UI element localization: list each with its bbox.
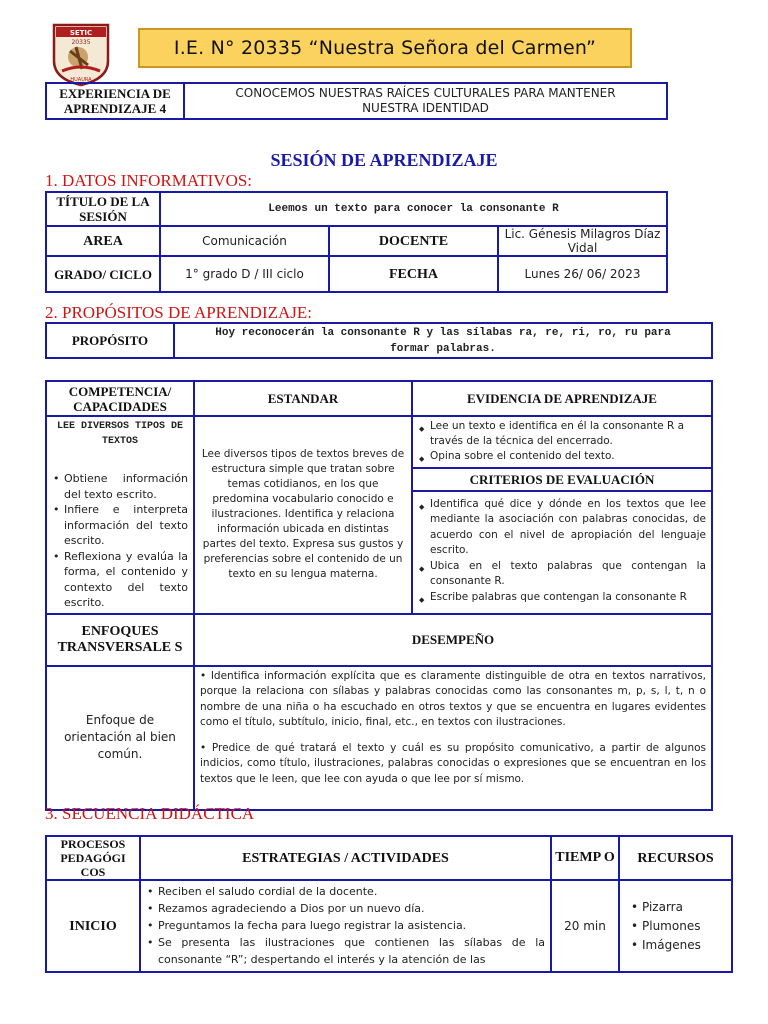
school-title: I.E. N° 20335 “Nuestra Señora del Carmen” [173,37,597,59]
datos-table [45,191,668,293]
criterios-cell [412,491,712,614]
docente-label: DOCENTE [329,226,498,256]
desempeno-header: DESEMPEÑO [194,614,712,666]
experience-table [45,82,668,120]
criterios-header: CRITERIOS DE EVALUACIÓN [412,468,712,490]
logo-mid-text: 20335 [71,39,91,46]
fecha-value: Lunes 26/ 06/ 2023 [498,256,667,292]
inicio-recursos-cell [619,880,732,972]
grado-label: GRADO/ CICLO [46,256,160,292]
experience-title: CONOCEMOS NUESTRAS RAÍCES CULTURALES PARA MANTENER NUESTRA IDENTIDAD [184,83,667,119]
competencias-table [45,380,713,811]
propositos-heading: 2. PROPÓSITOS DE APRENDIZAJE: [45,303,313,322]
session-title: SESIÓN DE APRENDIZAJE [270,150,498,170]
secuencia-heading: 3. SECUENCIA DIDÁCTICA [45,804,255,823]
inicio-actividades-list [146,883,545,968]
inicio-recursos-list [630,898,721,955]
list-item: • Plumones [630,917,721,936]
proposito-label: PROPÓSITO [46,323,174,358]
desempeno-item: • Predice de qué tratará el texto y cuál es su propósito comunicativo, a partir de algunos indicios, como título, ilustraciones, palabras conocidas o expresiones que se encuentran en los textos que le leen, que lee con ayuda o que lee por sí mismo. [200,741,706,785]
competencia-title: LEE DIVERSOS TIPOS DE TEXTOS [56,421,184,447]
proposito-value: Hoy reconocerán la consonante R y las sílabas ra, re, ri, ro, ru para formar palabras. [174,323,712,358]
titulo-label: TÍTULO DE LA SESIÓN [46,192,160,226]
logo-top-text: SETIC [69,29,93,37]
logo-bottom-text: HUAURA [70,77,92,83]
enfoques-header: ENFOQUES TRANSVERSALE S [46,614,194,666]
estrategias-header: ESTRATEGIAS / ACTIVIDADES [140,836,551,880]
procesos-header: PROCESOS PEDAGÓGI COS [46,836,140,880]
school-crest-icon [48,21,114,87]
desempeno-item: • Identifica información explícita que es claramente distinguible de otra en textos narrativos, porque la relaciona con sílabas y palabras conocidas como las consonantes m, p, s, l, t, n o nombre de una niña o ha escuchado en otros textos y que se encuentra en lugares evidentes como el título, subtítulo, inicio, final, etc., en textos con ilustraciones. [200,669,706,728]
criterios-list [418,497,706,606]
list-item: ◆ Opina sobre el contenido del texto. [418,449,706,464]
list-item: • Se presenta las ilustraciones que contienen las sílabas de la consonante “R”; despertando el interés y la atención de las [146,934,545,968]
capacidades-list [52,471,188,611]
area-value: Comunicación [160,226,329,256]
capacidades-cell [46,416,194,614]
list-item: ◆ Lee un texto e identifica en él la consonante R a través de la técnica del encerrado. [418,419,706,449]
list-item: • Rezamos agradeciendo a Dios por un nuevo día. [146,900,545,917]
list-item: • Obtiene información del texto escrito. [52,471,188,502]
list-item: • Reflexiona y evalúa la forma, el contenido y contexto del texto escrito. [52,549,188,611]
proposito-table [45,322,713,359]
secuencia-table [45,835,733,973]
titulo-value: Leemos un texto para conocer la consonante R [160,192,667,226]
list-item: ◆ Ubica en el texto palabras que contengan la consonante R. [418,559,706,590]
inicio-tiempo: 20 min [551,880,619,972]
list-item: ◆ Identifica qué dice y dónde en los textos que lee mediante la asociación con palabras conocidas, de acuerdo con el nivel de apropiación del lenguaje escrito. [418,497,706,559]
estandar-header: ESTANDAR [194,381,412,416]
list-item: • Preguntamos la fecha para luego registrar la asistencia. [146,917,545,934]
list-item: • Imágenes [630,936,721,955]
grado-value: 1° grado D / III ciclo [160,256,329,292]
evidencias-list [418,419,706,464]
list-item: • Infiere e interpreta información del texto escrito. [52,502,188,549]
area-label: AREA [46,226,160,256]
enfoque-value: Enfoque de orientación al bien común. [46,666,194,810]
desempeno-cell [194,666,712,810]
fecha-label: FECHA [329,256,498,292]
experience-label: EXPERIENCIA DE APRENDIZAJE 4 [46,83,184,119]
inicio-actividades-cell [140,880,551,972]
school-logo [48,21,114,87]
school-title-banner [138,28,632,68]
estandar-value: Lee diversos tipos de textos breves de estructura simple que tratan sobre temas cotidianos, en los que predomina vocabulario conocido e ilustraciones. Identifica y relaciona información ubicada en distintas partes del texto. Expresa sus gustos y preferencias sobre el contenido de un texto en su lengua materna. [194,416,412,614]
list-item: ◆ Escribe palabras que contengan la consonante R [418,590,706,606]
tiempo-header: TIEMP O [551,836,619,880]
evidencia-header: EVIDENCIA DE APRENDIZAJE [412,381,712,416]
recursos-header: RECURSOS [619,836,732,880]
inicio-label: INICIO [46,880,140,972]
evidencias-cell [412,416,712,468]
list-item: • Pizarra [630,898,721,917]
docente-value: Lic. Génesis Milagros Díaz Vidal [498,226,667,256]
competencia-header: COMPETENCIA/ CAPACIDADES [46,381,194,416]
list-item: • Reciben el saludo cordial de la docente. [146,883,545,900]
datos-heading: 1. DATOS INFORMATIVOS: [45,171,253,190]
